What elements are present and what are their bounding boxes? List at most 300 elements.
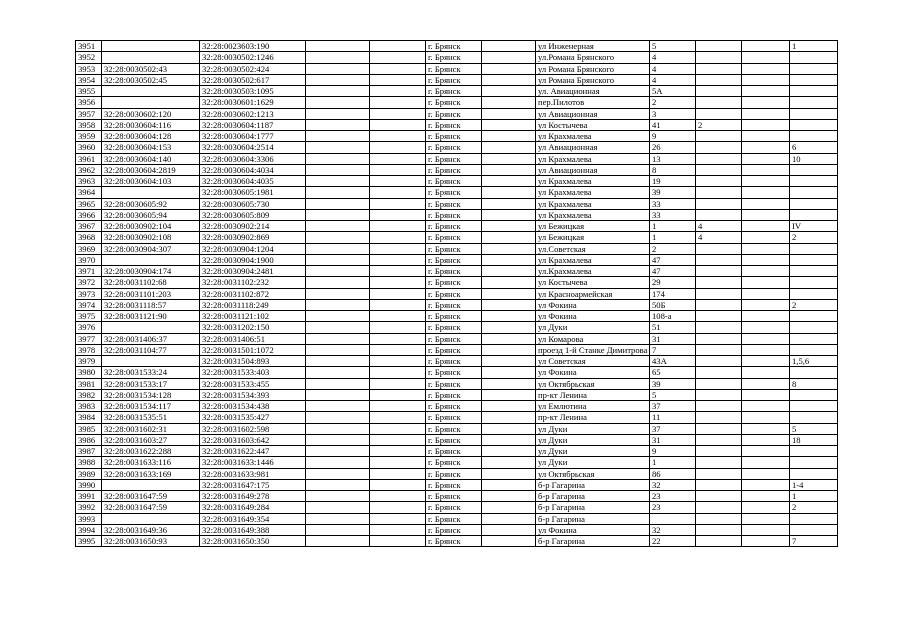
cell-blank-column-4 — [306, 299, 370, 310]
cell-building — [696, 288, 742, 299]
cell-apartment: 7 — [790, 536, 838, 547]
cell-building — [696, 389, 742, 400]
cell-house-number: 26 — [650, 142, 696, 153]
cell-cadastral-number: 32:28:0031649:388 — [200, 524, 306, 535]
cell-blank-column-11 — [742, 513, 790, 524]
cell-blank-column-5 — [370, 333, 426, 344]
cell-house-number: 174 — [650, 288, 696, 299]
cell-apartment: 18 — [790, 434, 838, 445]
cell-house-number: 41 — [650, 119, 696, 130]
cell-cadastral-number: 32:28:0030904:1204 — [200, 243, 306, 254]
cell-blank-column-5 — [370, 288, 426, 299]
cell-blank-column-11 — [742, 344, 790, 355]
cell-blank-column-7 — [482, 434, 536, 445]
cell-street: ул Дуки — [536, 423, 650, 434]
cell-blank-column-4 — [306, 209, 370, 220]
cell-house-number: 5А — [650, 86, 696, 97]
cell-building — [696, 513, 742, 524]
cell-apartment: 10 — [790, 153, 838, 164]
cell-blank-column-4 — [306, 176, 370, 187]
cell-blank-column-4 — [306, 412, 370, 423]
cell-street: ул Дуки — [536, 434, 650, 445]
cell-blank-column-11 — [742, 131, 790, 142]
cell-house-number: 1 — [650, 457, 696, 468]
table-row — [76, 367, 838, 378]
cell-row-number: 3961 — [76, 153, 102, 164]
table-row — [76, 344, 838, 355]
cell-blank-column-4 — [306, 266, 370, 277]
cell-blank-column-5 — [370, 378, 426, 389]
cell-building — [696, 356, 742, 367]
cell-street: ул Романа Брянского — [536, 74, 650, 85]
cell-blank-column-5 — [370, 277, 426, 288]
cell-blank-column-11 — [742, 164, 790, 175]
cell-blank-column-5 — [370, 52, 426, 63]
cell-building — [696, 277, 742, 288]
cell-blank-column-5 — [370, 524, 426, 535]
cell-house-number: 19 — [650, 176, 696, 187]
cell-row-number: 3967 — [76, 221, 102, 232]
cell-blank-column-7 — [482, 243, 536, 254]
cell-blank-column-11 — [742, 86, 790, 97]
cell-house-number: 47 — [650, 266, 696, 277]
cell-blank-column-7 — [482, 221, 536, 232]
cell-city: г. Брянск — [426, 74, 482, 85]
cell-house-number: 31 — [650, 333, 696, 344]
cell-blank-column-4 — [306, 187, 370, 198]
cell-cadastral-number: 32:28:0031649:278 — [200, 491, 306, 502]
table-row — [76, 446, 838, 457]
cell-building — [696, 322, 742, 333]
table-row — [76, 142, 838, 153]
cell-street: ул Костычева — [536, 119, 650, 130]
cell-city: г. Брянск — [426, 401, 482, 412]
cell-house-number: 4 — [650, 52, 696, 63]
cell-building — [696, 41, 742, 52]
cell-blank-column-7 — [482, 198, 536, 209]
cell-blank-column-5 — [370, 142, 426, 153]
cell-city: г. Брянск — [426, 254, 482, 265]
cell-blank-column-4 — [306, 513, 370, 524]
cell-row-number: 3956 — [76, 97, 102, 108]
cell-parent-cadastral-number — [102, 513, 200, 524]
cell-house-number: 31 — [650, 434, 696, 445]
table-row — [76, 322, 838, 333]
cell-cadastral-number: 32:28:0031633:1446 — [200, 457, 306, 468]
cell-row-number: 3955 — [76, 86, 102, 97]
cell-row-number: 3970 — [76, 254, 102, 265]
cell-blank-column-4 — [306, 119, 370, 130]
cell-blank-column-5 — [370, 344, 426, 355]
table-row — [76, 119, 838, 130]
cell-row-number: 3969 — [76, 243, 102, 254]
cell-street: б-р Гагарина — [536, 479, 650, 490]
cell-parent-cadastral-number: 32:28:0031647:59 — [102, 491, 200, 502]
cell-apartment: 2 — [790, 232, 838, 243]
cell-parent-cadastral-number: 32:28:0031102:68 — [102, 277, 200, 288]
cell-house-number: 4 — [650, 63, 696, 74]
cell-blank-column-11 — [742, 524, 790, 535]
cell-blank-column-5 — [370, 63, 426, 74]
cell-blank-column-4 — [306, 232, 370, 243]
cell-blank-column-4 — [306, 502, 370, 513]
cell-blank-column-4 — [306, 131, 370, 142]
cell-blank-column-4 — [306, 142, 370, 153]
table-row — [76, 434, 838, 445]
cell-apartment — [790, 97, 838, 108]
cell-blank-column-4 — [306, 63, 370, 74]
table-row — [76, 164, 838, 175]
cell-blank-column-4 — [306, 536, 370, 547]
cell-building — [696, 378, 742, 389]
cell-street: ул Фокина — [536, 367, 650, 378]
cell-house-number: 2 — [650, 97, 696, 108]
cell-cadastral-number: 32:28:0031533:455 — [200, 378, 306, 389]
cell-blank-column-5 — [370, 389, 426, 400]
cell-city: г. Брянск — [426, 52, 482, 63]
cell-cadastral-number: 32:28:0031504:893 — [200, 356, 306, 367]
cell-blank-column-11 — [742, 389, 790, 400]
cell-blank-column-7 — [482, 536, 536, 547]
cell-apartment — [790, 513, 838, 524]
cell-house-number: 13 — [650, 153, 696, 164]
cell-street: ул Фокина — [536, 524, 650, 535]
cell-blank-column-11 — [742, 266, 790, 277]
cell-cadastral-number: 32:28:0031102:872 — [200, 288, 306, 299]
cell-blank-column-5 — [370, 119, 426, 130]
cell-blank-column-5 — [370, 243, 426, 254]
cell-blank-column-4 — [306, 221, 370, 232]
cell-parent-cadastral-number: 32:28:0030605:92 — [102, 198, 200, 209]
cell-blank-column-7 — [482, 491, 536, 502]
cell-row-number: 3986 — [76, 434, 102, 445]
cell-parent-cadastral-number — [102, 254, 200, 265]
cell-blank-column-11 — [742, 108, 790, 119]
cell-cadastral-number: 32:28:0030502:1246 — [200, 52, 306, 63]
cell-blank-column-5 — [370, 311, 426, 322]
cell-blank-column-11 — [742, 468, 790, 479]
cell-apartment: 2 — [790, 502, 838, 513]
cell-street: пр-кт Ленина — [536, 389, 650, 400]
cell-blank-column-11 — [742, 288, 790, 299]
cell-cadastral-number: 32:28:0031603:642 — [200, 434, 306, 445]
cell-parent-cadastral-number: 32:28:0031649:36 — [102, 524, 200, 535]
cell-house-number: 65 — [650, 367, 696, 378]
table-row — [76, 401, 838, 412]
cell-house-number: 32 — [650, 479, 696, 490]
table-row — [76, 266, 838, 277]
cell-building — [696, 198, 742, 209]
cell-street: ул Романа Брянского — [536, 63, 650, 74]
cell-city: г. Брянск — [426, 502, 482, 513]
cell-parent-cadastral-number: 32:28:0030502:43 — [102, 63, 200, 74]
cell-city: г. Брянск — [426, 288, 482, 299]
cell-blank-column-11 — [742, 176, 790, 187]
cell-row-number: 3973 — [76, 288, 102, 299]
cell-street: ул Крахмалева — [536, 209, 650, 220]
cell-blank-column-11 — [742, 142, 790, 153]
cell-blank-column-7 — [482, 468, 536, 479]
cell-street: ул Крахмалева — [536, 176, 650, 187]
cell-city: г. Брянск — [426, 524, 482, 535]
table-row — [76, 187, 838, 198]
cell-blank-column-7 — [482, 131, 536, 142]
cell-blank-column-7 — [482, 266, 536, 277]
cell-blank-column-5 — [370, 468, 426, 479]
cell-city: г. Брянск — [426, 468, 482, 479]
cell-city: г. Брянск — [426, 299, 482, 310]
cell-building — [696, 142, 742, 153]
cell-building — [696, 74, 742, 85]
cell-house-number: 5 — [650, 389, 696, 400]
cell-blank-column-5 — [370, 491, 426, 502]
cell-row-number: 3980 — [76, 367, 102, 378]
cell-blank-column-5 — [370, 446, 426, 457]
cell-apartment: 1-4 — [790, 479, 838, 490]
cell-cadastral-number: 32:28:0023603:190 — [200, 41, 306, 52]
cell-house-number: 9 — [650, 131, 696, 142]
cell-apartment — [790, 311, 838, 322]
cell-blank-column-11 — [742, 434, 790, 445]
cell-apartment — [790, 333, 838, 344]
cell-blank-column-5 — [370, 322, 426, 333]
cell-blank-column-11 — [742, 243, 790, 254]
cell-blank-column-5 — [370, 164, 426, 175]
cell-blank-column-7 — [482, 232, 536, 243]
cell-parent-cadastral-number: 32:28:0031101:203 — [102, 288, 200, 299]
cell-parent-cadastral-number: 32:28:0030604:2819 — [102, 164, 200, 175]
cell-street: ул Фокина — [536, 299, 650, 310]
cell-street: пер.Пилотов — [536, 97, 650, 108]
cell-row-number: 3962 — [76, 164, 102, 175]
cell-building — [696, 63, 742, 74]
cell-row-number: 3966 — [76, 209, 102, 220]
cell-building — [696, 209, 742, 220]
cell-blank-column-4 — [306, 479, 370, 490]
cell-street: ул Красноармейская — [536, 288, 650, 299]
cell-city: г. Брянск — [426, 164, 482, 175]
cell-blank-column-5 — [370, 74, 426, 85]
cell-street: ул Крахмалева — [536, 187, 650, 198]
cell-city: г. Брянск — [426, 142, 482, 153]
cell-house-number: 1 — [650, 232, 696, 243]
cell-blank-column-11 — [742, 63, 790, 74]
cell-blank-column-5 — [370, 266, 426, 277]
cell-blank-column-4 — [306, 378, 370, 389]
cell-city: г. Брянск — [426, 97, 482, 108]
cell-street: пр-кт Ленина — [536, 412, 650, 423]
cell-building — [696, 266, 742, 277]
table-row — [76, 86, 838, 97]
cell-apartment — [790, 266, 838, 277]
cell-row-number: 3990 — [76, 479, 102, 490]
cell-city: г. Брянск — [426, 536, 482, 547]
cell-blank-column-7 — [482, 344, 536, 355]
cell-row-number: 3993 — [76, 513, 102, 524]
cell-blank-column-11 — [742, 119, 790, 130]
cell-apartment — [790, 119, 838, 130]
cell-house-number: 23 — [650, 491, 696, 502]
cell-row-number: 3977 — [76, 333, 102, 344]
cell-city: г. Брянск — [426, 457, 482, 468]
cell-apartment: 1,5,6 — [790, 356, 838, 367]
cell-parent-cadastral-number: 32:28:0031104:77 — [102, 344, 200, 355]
cell-blank-column-4 — [306, 52, 370, 63]
cell-cadastral-number: 32:28:0031602:598 — [200, 423, 306, 434]
cell-apartment: 1 — [790, 41, 838, 52]
cell-row-number: 3995 — [76, 536, 102, 547]
cell-blank-column-11 — [742, 401, 790, 412]
table-row — [76, 333, 838, 344]
cell-blank-column-4 — [306, 277, 370, 288]
cell-parent-cadastral-number: 32:28:0031406:37 — [102, 333, 200, 344]
cell-cadastral-number: 32:28:0030904:2481 — [200, 266, 306, 277]
cell-house-number: 37 — [650, 401, 696, 412]
table-row — [76, 502, 838, 513]
cell-street: ул Авиационная — [536, 164, 650, 175]
cell-blank-column-4 — [306, 446, 370, 457]
cell-house-number: 43А — [650, 356, 696, 367]
cell-blank-column-4 — [306, 41, 370, 52]
address-register-table — [75, 40, 838, 547]
cell-blank-column-5 — [370, 209, 426, 220]
cell-city: г. Брянск — [426, 119, 482, 130]
cell-blank-column-11 — [742, 187, 790, 198]
cell-city: г. Брянск — [426, 491, 482, 502]
cell-blank-column-7 — [482, 74, 536, 85]
cell-blank-column-7 — [482, 401, 536, 412]
cell-building: 4 — [696, 221, 742, 232]
cell-blank-column-7 — [482, 333, 536, 344]
cell-blank-column-4 — [306, 367, 370, 378]
cell-street: ул.Романа Брянского — [536, 52, 650, 63]
cell-blank-column-4 — [306, 153, 370, 164]
cell-building — [696, 536, 742, 547]
cell-city: г. Брянск — [426, 221, 482, 232]
cell-parent-cadastral-number: 32:28:0031650:93 — [102, 536, 200, 547]
cell-apartment — [790, 108, 838, 119]
table-row — [76, 209, 838, 220]
cell-city: г. Брянск — [426, 434, 482, 445]
cell-cadastral-number: 32:28:0031650:350 — [200, 536, 306, 547]
cell-building — [696, 446, 742, 457]
cell-house-number: 1 — [650, 221, 696, 232]
cell-blank-column-11 — [742, 356, 790, 367]
cell-building — [696, 299, 742, 310]
cell-cadastral-number: 32:28:0030604:1187 — [200, 119, 306, 130]
cell-blank-column-4 — [306, 423, 370, 434]
cell-city: г. Брянск — [426, 412, 482, 423]
cell-blank-column-7 — [482, 164, 536, 175]
cell-street: ул Советская — [536, 356, 650, 367]
cell-street: ул Авиационная — [536, 142, 650, 153]
cell-row-number: 3968 — [76, 232, 102, 243]
cell-house-number: 37 — [650, 423, 696, 434]
cell-blank-column-4 — [306, 198, 370, 209]
cell-blank-column-11 — [742, 41, 790, 52]
cell-blank-column-11 — [742, 277, 790, 288]
cell-blank-column-4 — [306, 254, 370, 265]
cell-blank-column-4 — [306, 457, 370, 468]
cell-row-number: 3957 — [76, 108, 102, 119]
cell-cadastral-number: 32:28:0031622:447 — [200, 446, 306, 457]
cell-parent-cadastral-number: 32:28:0030604:116 — [102, 119, 200, 130]
cell-apartment — [790, 446, 838, 457]
cell-blank-column-7 — [482, 119, 536, 130]
cell-blank-column-5 — [370, 412, 426, 423]
cell-cadastral-number: 32:28:0031406:51 — [200, 333, 306, 344]
cell-blank-column-11 — [742, 254, 790, 265]
table-row — [76, 108, 838, 119]
cell-blank-column-7 — [482, 423, 536, 434]
cell-blank-column-11 — [742, 198, 790, 209]
cell-row-number: 3982 — [76, 389, 102, 400]
cell-blank-column-7 — [482, 176, 536, 187]
cell-cadastral-number: 32:28:0030503:1095 — [200, 86, 306, 97]
cell-building — [696, 243, 742, 254]
cell-blank-column-11 — [742, 299, 790, 310]
cell-building — [696, 97, 742, 108]
cell-blank-column-7 — [482, 356, 536, 367]
cell-apartment — [790, 468, 838, 479]
cell-house-number: 22 — [650, 536, 696, 547]
cell-parent-cadastral-number: 32:28:0031534:117 — [102, 401, 200, 412]
cell-house-number: 3 — [650, 108, 696, 119]
cell-apartment — [790, 243, 838, 254]
cell-blank-column-5 — [370, 86, 426, 97]
cell-blank-column-11 — [742, 311, 790, 322]
cell-row-number: 3989 — [76, 468, 102, 479]
cell-row-number: 3958 — [76, 119, 102, 130]
cell-street: ул Фокина — [536, 311, 650, 322]
cell-parent-cadastral-number: 32:28:0030604:128 — [102, 131, 200, 142]
cell-blank-column-4 — [306, 389, 370, 400]
cell-blank-column-4 — [306, 108, 370, 119]
cell-blank-column-5 — [370, 401, 426, 412]
cell-parent-cadastral-number: 32:28:0030902:108 — [102, 232, 200, 243]
cell-city: г. Брянск — [426, 153, 482, 164]
cell-cadastral-number: 32:28:0031501:1072 — [200, 344, 306, 355]
cell-row-number: 3979 — [76, 356, 102, 367]
cell-cadastral-number: 32:28:0031649:354 — [200, 513, 306, 524]
cell-blank-column-5 — [370, 434, 426, 445]
cell-building — [696, 187, 742, 198]
cell-blank-column-5 — [370, 153, 426, 164]
cell-house-number: 33 — [650, 209, 696, 220]
cell-blank-column-5 — [370, 221, 426, 232]
cell-city: г. Брянск — [426, 513, 482, 524]
cell-building — [696, 131, 742, 142]
cell-row-number: 3964 — [76, 187, 102, 198]
cell-cadastral-number: 32:28:0031647:175 — [200, 479, 306, 490]
cell-building — [696, 468, 742, 479]
table-row — [76, 457, 838, 468]
cell-city: г. Брянск — [426, 209, 482, 220]
cell-cadastral-number: 32:28:0030605:1981 — [200, 187, 306, 198]
cell-apartment — [790, 367, 838, 378]
cell-apartment — [790, 86, 838, 97]
cell-city: г. Брянск — [426, 187, 482, 198]
cell-parent-cadastral-number: 32:28:0031121:90 — [102, 311, 200, 322]
cell-row-number: 3992 — [76, 502, 102, 513]
cell-blank-column-4 — [306, 243, 370, 254]
cell-blank-column-11 — [742, 491, 790, 502]
cell-street: ул Крахмалева — [536, 198, 650, 209]
cell-street: проезд 1-й Станке Димитрова — [536, 344, 650, 355]
cell-building — [696, 311, 742, 322]
cell-city: г. Брянск — [426, 389, 482, 400]
table-row — [76, 41, 838, 52]
